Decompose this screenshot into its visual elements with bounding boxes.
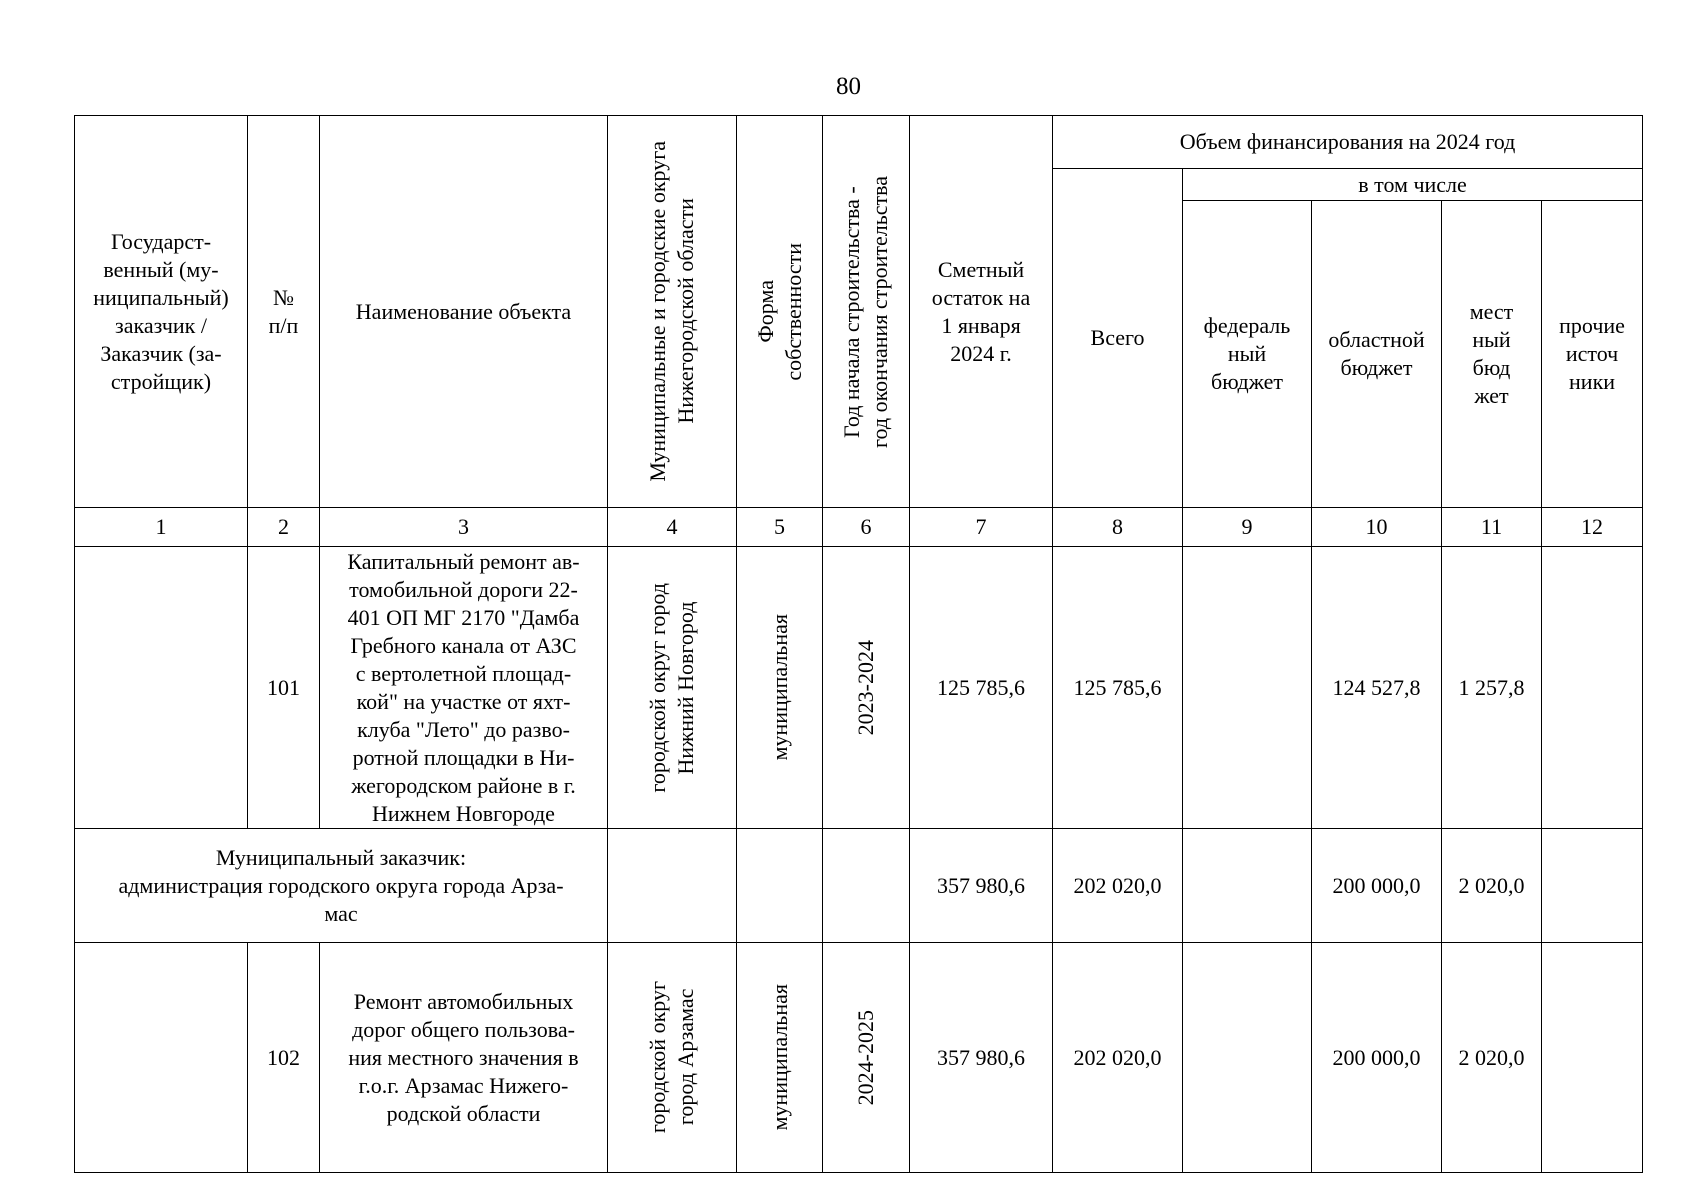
header-number: № п/п	[248, 116, 320, 508]
header-object-name: Наименование объекта	[320, 116, 608, 508]
column-number: 2	[248, 508, 320, 547]
years-cell: 2023-2024	[823, 547, 910, 829]
column-number: 6	[823, 508, 910, 547]
row-number: 101	[248, 547, 320, 829]
total-cell: 202 020,0	[1053, 829, 1183, 943]
local-cell: 1 257,8	[1442, 547, 1542, 829]
header-total: Всего	[1053, 169, 1183, 508]
years-cell: 2024-2025	[823, 943, 910, 1173]
header-funding-group: Объем финансирования на 2024 год	[1053, 116, 1643, 169]
header-local: мест ный бюд жет	[1442, 201, 1542, 508]
ownership-cell: муниципальная	[737, 943, 823, 1173]
total-cell: 202 020,0	[1053, 943, 1183, 1173]
table-row	[75, 547, 1643, 829]
years-cell	[823, 829, 910, 943]
object-name: Ремонт автомобильных дорог общего пользова- ния местного значения в г.о.г. Арзамас Нижего- родской области	[320, 943, 608, 1173]
column-number: 11	[1442, 508, 1542, 547]
header-row-1	[75, 116, 1643, 169]
funding-table	[74, 115, 1643, 1173]
estimate-cell: 125 785,6	[910, 547, 1053, 829]
column-number: 9	[1183, 508, 1312, 547]
page-number: 80	[836, 73, 861, 100]
municipality-cell: городской округ город Арзамас	[608, 943, 737, 1173]
header-customer: Государст- венный (му- ниципальный) заказчик / Заказчик (за- стройщик)	[75, 116, 248, 508]
column-number: 4	[608, 508, 737, 547]
row-number: 102	[248, 943, 320, 1173]
column-number: 8	[1053, 508, 1183, 547]
header-ownership: Форма собственности	[737, 116, 823, 508]
object-name: Капитальный ремонт ав- томобильной дороги 22- 401 ОП МГ 2170 "Дамба Гребного канала от АЗС с вертолетной площад- кой" на участке от яхт- клуба "Лето" до разво- ротной площадки в Ни- жегородском районе в г. Нижнем Новгороде	[320, 547, 608, 829]
table-row-customer	[75, 829, 1643, 943]
municipal-customer: Муниципальный заказчик: администрация городского округа города Арза- мас	[75, 829, 608, 943]
other-cell	[1542, 943, 1643, 1173]
table-row	[75, 943, 1643, 1173]
local-cell: 2 020,0	[1442, 829, 1542, 943]
header-municipality: Муниципальные и городские округа Нижегородской области	[608, 116, 737, 508]
regional-cell: 124 527,8	[1312, 547, 1442, 829]
header-years: Год начала строительства - год окончания строительства	[823, 116, 910, 508]
customer-cell	[75, 943, 248, 1173]
customer-cell	[75, 547, 248, 829]
regional-cell: 200 000,0	[1312, 943, 1442, 1173]
local-cell: 2 020,0	[1442, 943, 1542, 1173]
column-number: 12	[1542, 508, 1643, 547]
column-number: 5	[737, 508, 823, 547]
municipality-cell	[608, 829, 737, 943]
other-cell	[1542, 547, 1643, 829]
ownership-cell: муниципальная	[737, 547, 823, 829]
column-number: 3	[320, 508, 608, 547]
other-cell	[1542, 829, 1643, 943]
estimate-cell: 357 980,6	[910, 829, 1053, 943]
estimate-cell: 357 980,6	[910, 943, 1053, 1173]
federal-cell	[1183, 829, 1312, 943]
header-regional: областной бюджет	[1312, 201, 1442, 508]
column-number: 7	[910, 508, 1053, 547]
header-federal: федераль ный бюджет	[1183, 201, 1312, 508]
municipality-cell: городской округ город Нижний Новгород	[608, 547, 737, 829]
column-number: 10	[1312, 508, 1442, 547]
federal-cell	[1183, 943, 1312, 1173]
federal-cell	[1183, 547, 1312, 829]
column-number: 1	[75, 508, 248, 547]
header-estimate: Сметный остаток на 1 января 2024 г.	[910, 116, 1053, 508]
header-other: прочие источ ники	[1542, 201, 1643, 508]
regional-cell: 200 000,0	[1312, 829, 1442, 943]
ownership-cell	[737, 829, 823, 943]
header-including: в том числе	[1183, 169, 1643, 201]
total-cell: 125 785,6	[1053, 547, 1183, 829]
column-number-row	[75, 508, 1643, 547]
